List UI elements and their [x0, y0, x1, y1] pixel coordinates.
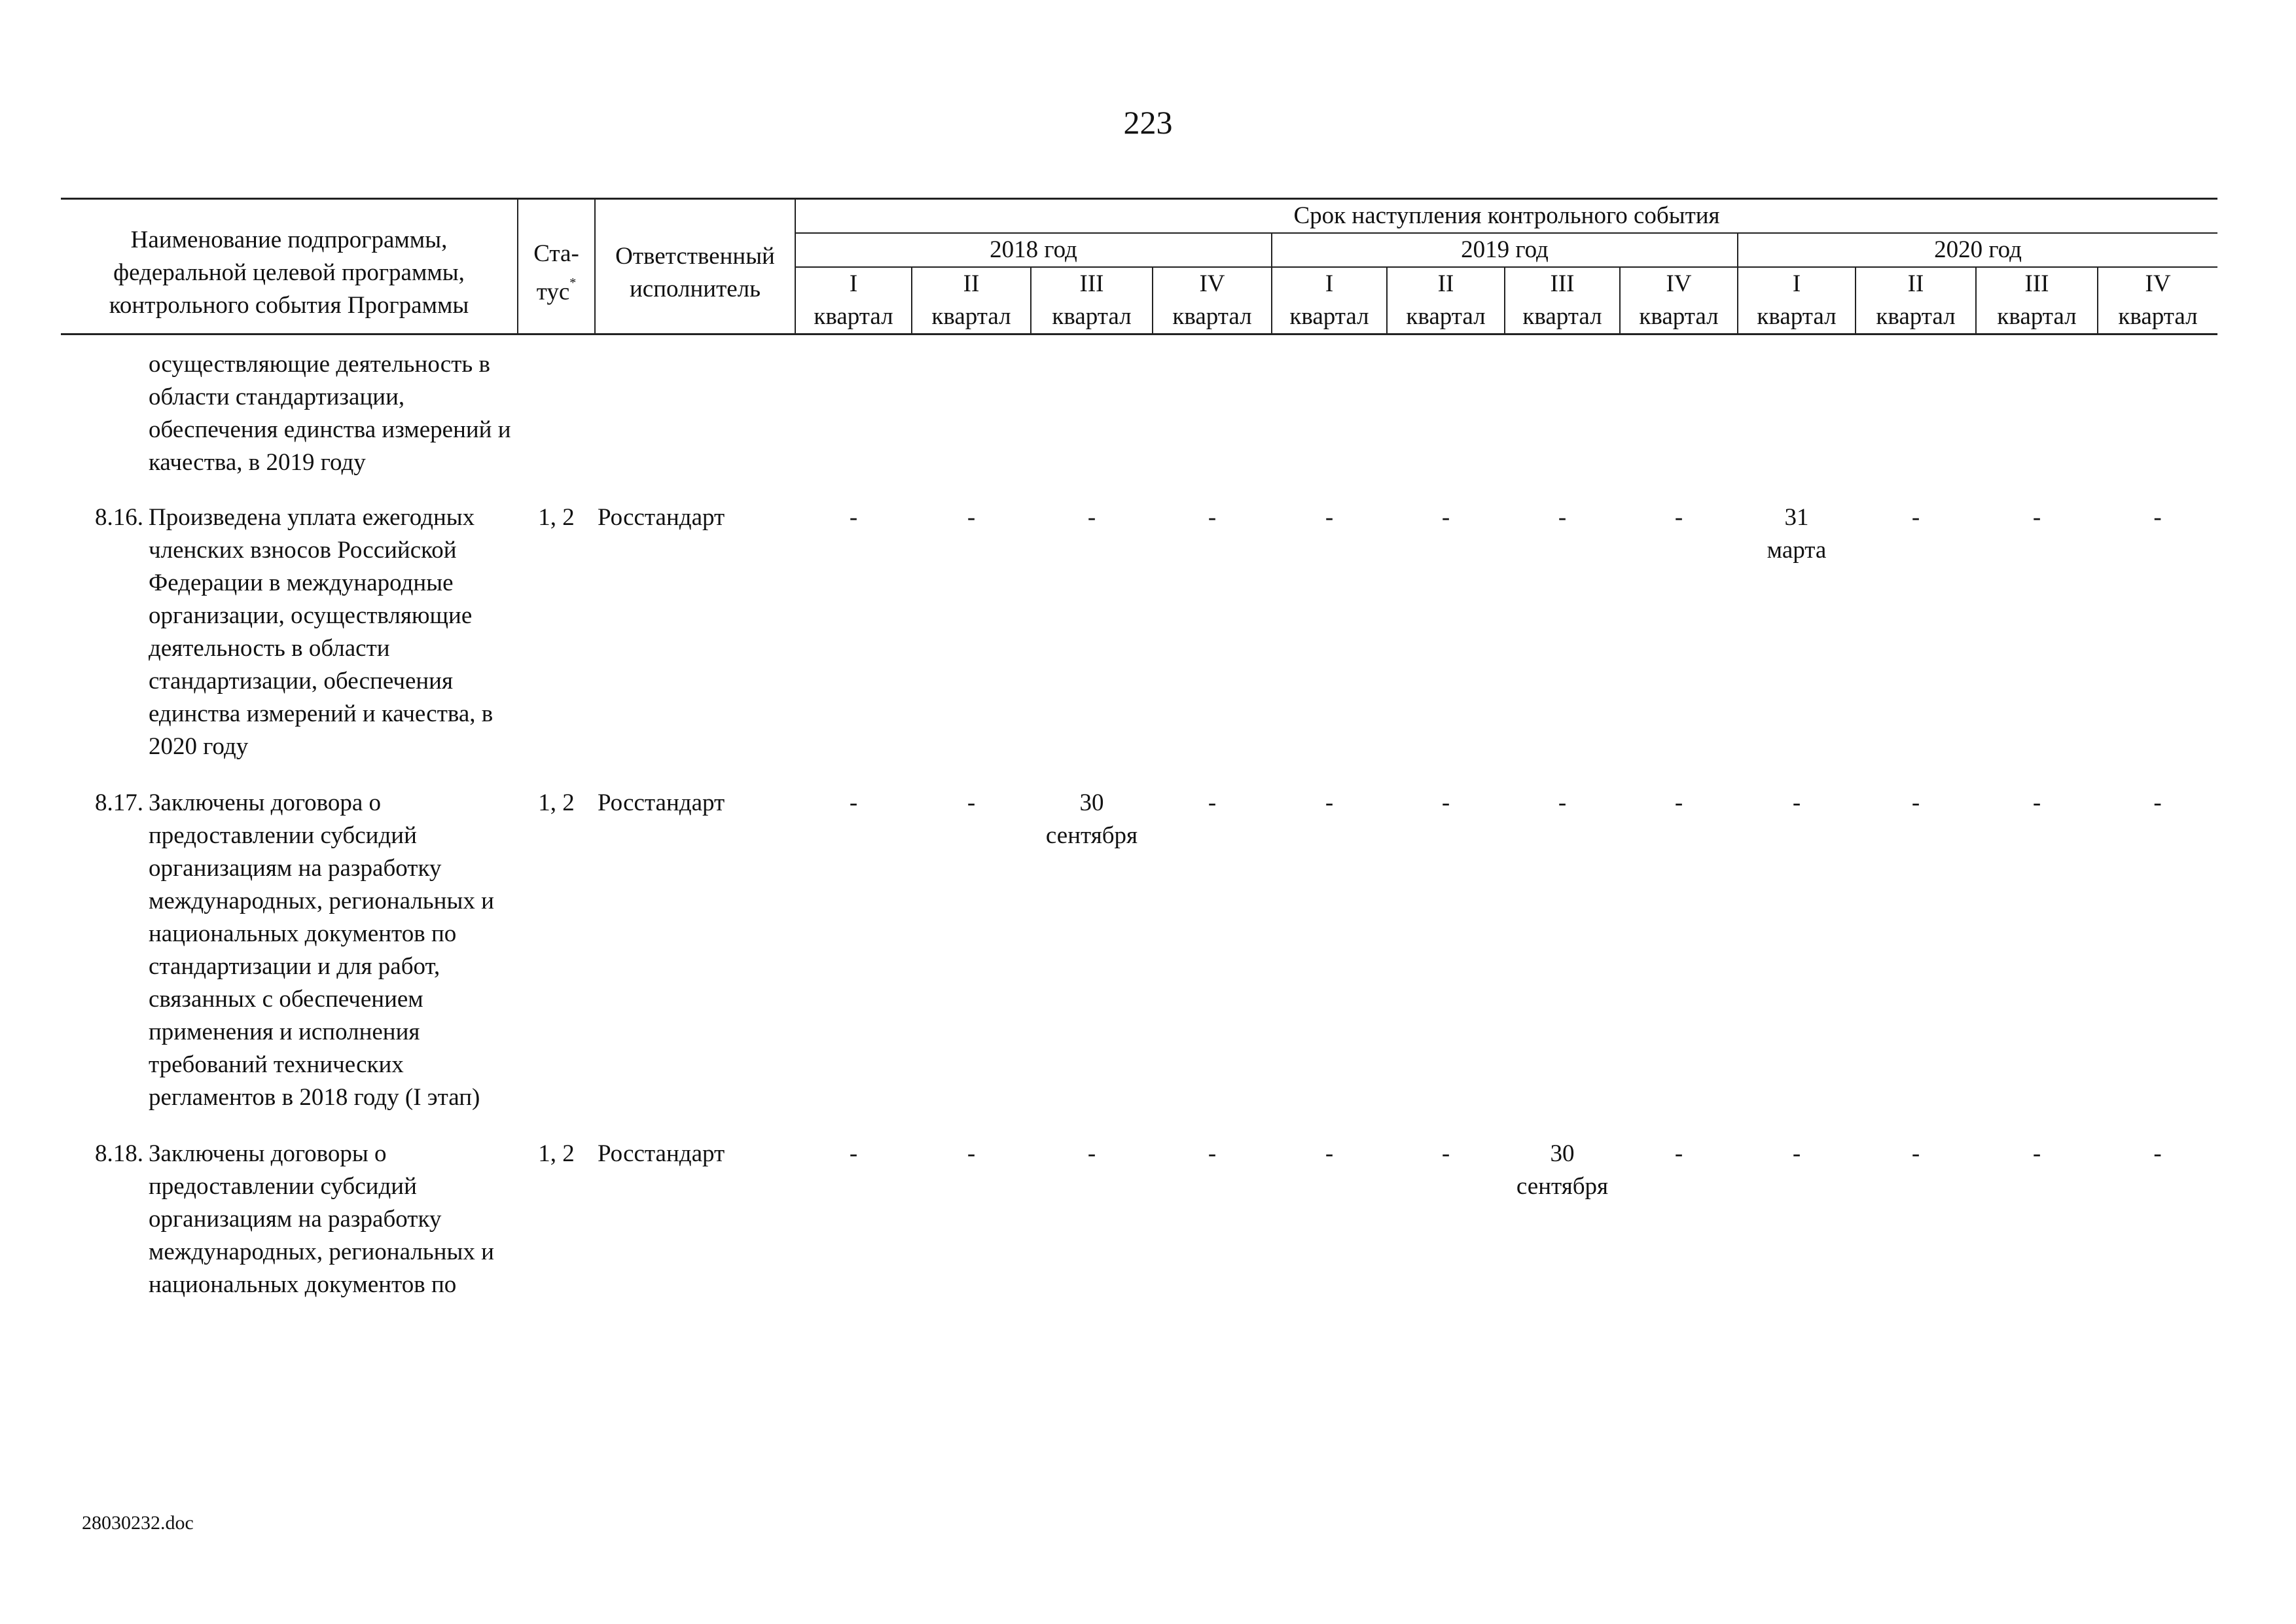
- quarter-cell: -: [1087, 504, 1096, 531]
- document-id: 28030232.doc: [82, 1512, 194, 1534]
- quarter-cell: -: [1208, 504, 1217, 531]
- quarter-cell: -: [2032, 1140, 2041, 1167]
- quarter-cell: -: [2153, 789, 2162, 816]
- header-quarter-1: II квартал: [912, 267, 1031, 334]
- row-number: 8.17.: [95, 789, 143, 816]
- quarter-cell: -: [2032, 789, 2041, 816]
- quarter-cell: -: [967, 1140, 976, 1167]
- quarter-cell: -: [1208, 789, 1217, 816]
- quarter-cell: -: [1674, 789, 1683, 816]
- header-quarter-0: I квартал: [795, 267, 912, 334]
- header-quarter-10: III квартал: [1976, 267, 2098, 334]
- quarter-cell: -: [967, 789, 976, 816]
- quarter-cell: -: [1792, 789, 1801, 816]
- header-responsible-column: Ответственный исполнитель: [595, 199, 795, 334]
- header-year-2: 2020 год: [1738, 233, 2217, 267]
- header-quarter-8: I квартал: [1738, 267, 1856, 334]
- event-name: Заключены договоры о предоставлении субсидий организациям на разработку международных, региональных и национальных документов по: [149, 1140, 494, 1298]
- header-quarter-2: III квартал: [1031, 267, 1153, 334]
- header-year-0: 2018 год: [795, 233, 1272, 267]
- control-events-table: [61, 198, 2217, 1314]
- quarter-cell: -: [1911, 789, 1920, 816]
- quarter-cell: -: [849, 1140, 858, 1167]
- table-row: [61, 491, 2217, 776]
- header-quarter-3: IV квартал: [1153, 267, 1272, 334]
- quarter-cell: -: [1325, 1140, 1334, 1167]
- header-quarter-4: I квартал: [1272, 267, 1387, 334]
- header-deadline-group: Срок наступления контрольного события: [795, 199, 2217, 234]
- quarter-cell: -: [1441, 504, 1450, 531]
- event-status: 1, 2: [538, 504, 575, 531]
- quarter-cell: -: [1911, 504, 1920, 531]
- quarter-cell: -: [1558, 789, 1567, 816]
- quarter-cell: -: [1087, 1140, 1096, 1167]
- quarter-cell: -: [1441, 1140, 1450, 1167]
- quarter-cell: -: [1441, 789, 1450, 816]
- quarter-cell: 30 сентября: [1045, 789, 1138, 849]
- header-year-1: 2019 год: [1272, 233, 1738, 267]
- table-row: [61, 776, 2217, 1127]
- row-number: 8.16.: [95, 504, 143, 531]
- quarter-cell: -: [1208, 1140, 1217, 1167]
- header-status-column: Ста-тус*: [518, 199, 595, 334]
- responsible-executor: Росстандарт: [598, 504, 725, 531]
- table-row: [61, 1127, 2217, 1314]
- header-quarter-9: II квартал: [1856, 267, 1976, 334]
- quarter-cell: -: [1325, 789, 1334, 816]
- quarter-cell: -: [849, 504, 858, 531]
- header-quarter-7: IV квартал: [1620, 267, 1738, 334]
- quarter-cell: -: [2153, 504, 2162, 531]
- responsible-executor: Росстандарт: [598, 1140, 725, 1167]
- quarter-cell: -: [1792, 1140, 1801, 1167]
- table-row-continuation: [61, 334, 2217, 492]
- header-quarter-5: II квартал: [1387, 267, 1505, 334]
- header-quarter-6: III квартал: [1505, 267, 1620, 334]
- responsible-executor: Росстандарт: [598, 789, 725, 816]
- quarter-cell: -: [1911, 1140, 1920, 1167]
- quarter-cell: -: [2153, 1140, 2162, 1167]
- event-status: 1, 2: [538, 789, 575, 816]
- continuation-text: осуществляющие деятельность в области стандартизации, обеспечения единства измерений и качества, в 2019 году: [149, 351, 511, 476]
- quarter-cell: -: [1558, 504, 1567, 531]
- quarter-cell: 31 марта: [1767, 504, 1827, 564]
- quarter-cell: -: [1325, 504, 1334, 531]
- event-status: 1, 2: [538, 1140, 575, 1167]
- row-number: 8.18.: [95, 1140, 143, 1167]
- quarter-cell: -: [849, 789, 858, 816]
- quarter-cell: -: [2032, 504, 2041, 531]
- header-quarter-11: IV квартал: [2098, 267, 2217, 334]
- event-name: Заключены договора о предоставлении субсидий организациям на разработку международных, региональных и национальных документов по стандартизации и для работ, связанных с обеспечением применения и исполнения требований технических регламентов в 2018 году (I этап): [149, 789, 494, 1111]
- quarter-cell: -: [967, 504, 976, 531]
- quarter-cell: -: [1674, 504, 1683, 531]
- event-name: Произведена уплата ежегодных членских взносов Российской Федерации в международные организации, осуществляющие деятельность в области стандартизации, обеспечения единства измерений и качества, в 2020 году: [149, 504, 493, 760]
- header-name-column: Наименование подпрограммы, федеральной целевой программы, контрольного события Программы: [61, 199, 518, 334]
- quarter-cell: -: [1674, 1140, 1683, 1167]
- quarter-cell: 30 сентября: [1516, 1140, 1609, 1200]
- page-number: 223: [1123, 104, 1173, 141]
